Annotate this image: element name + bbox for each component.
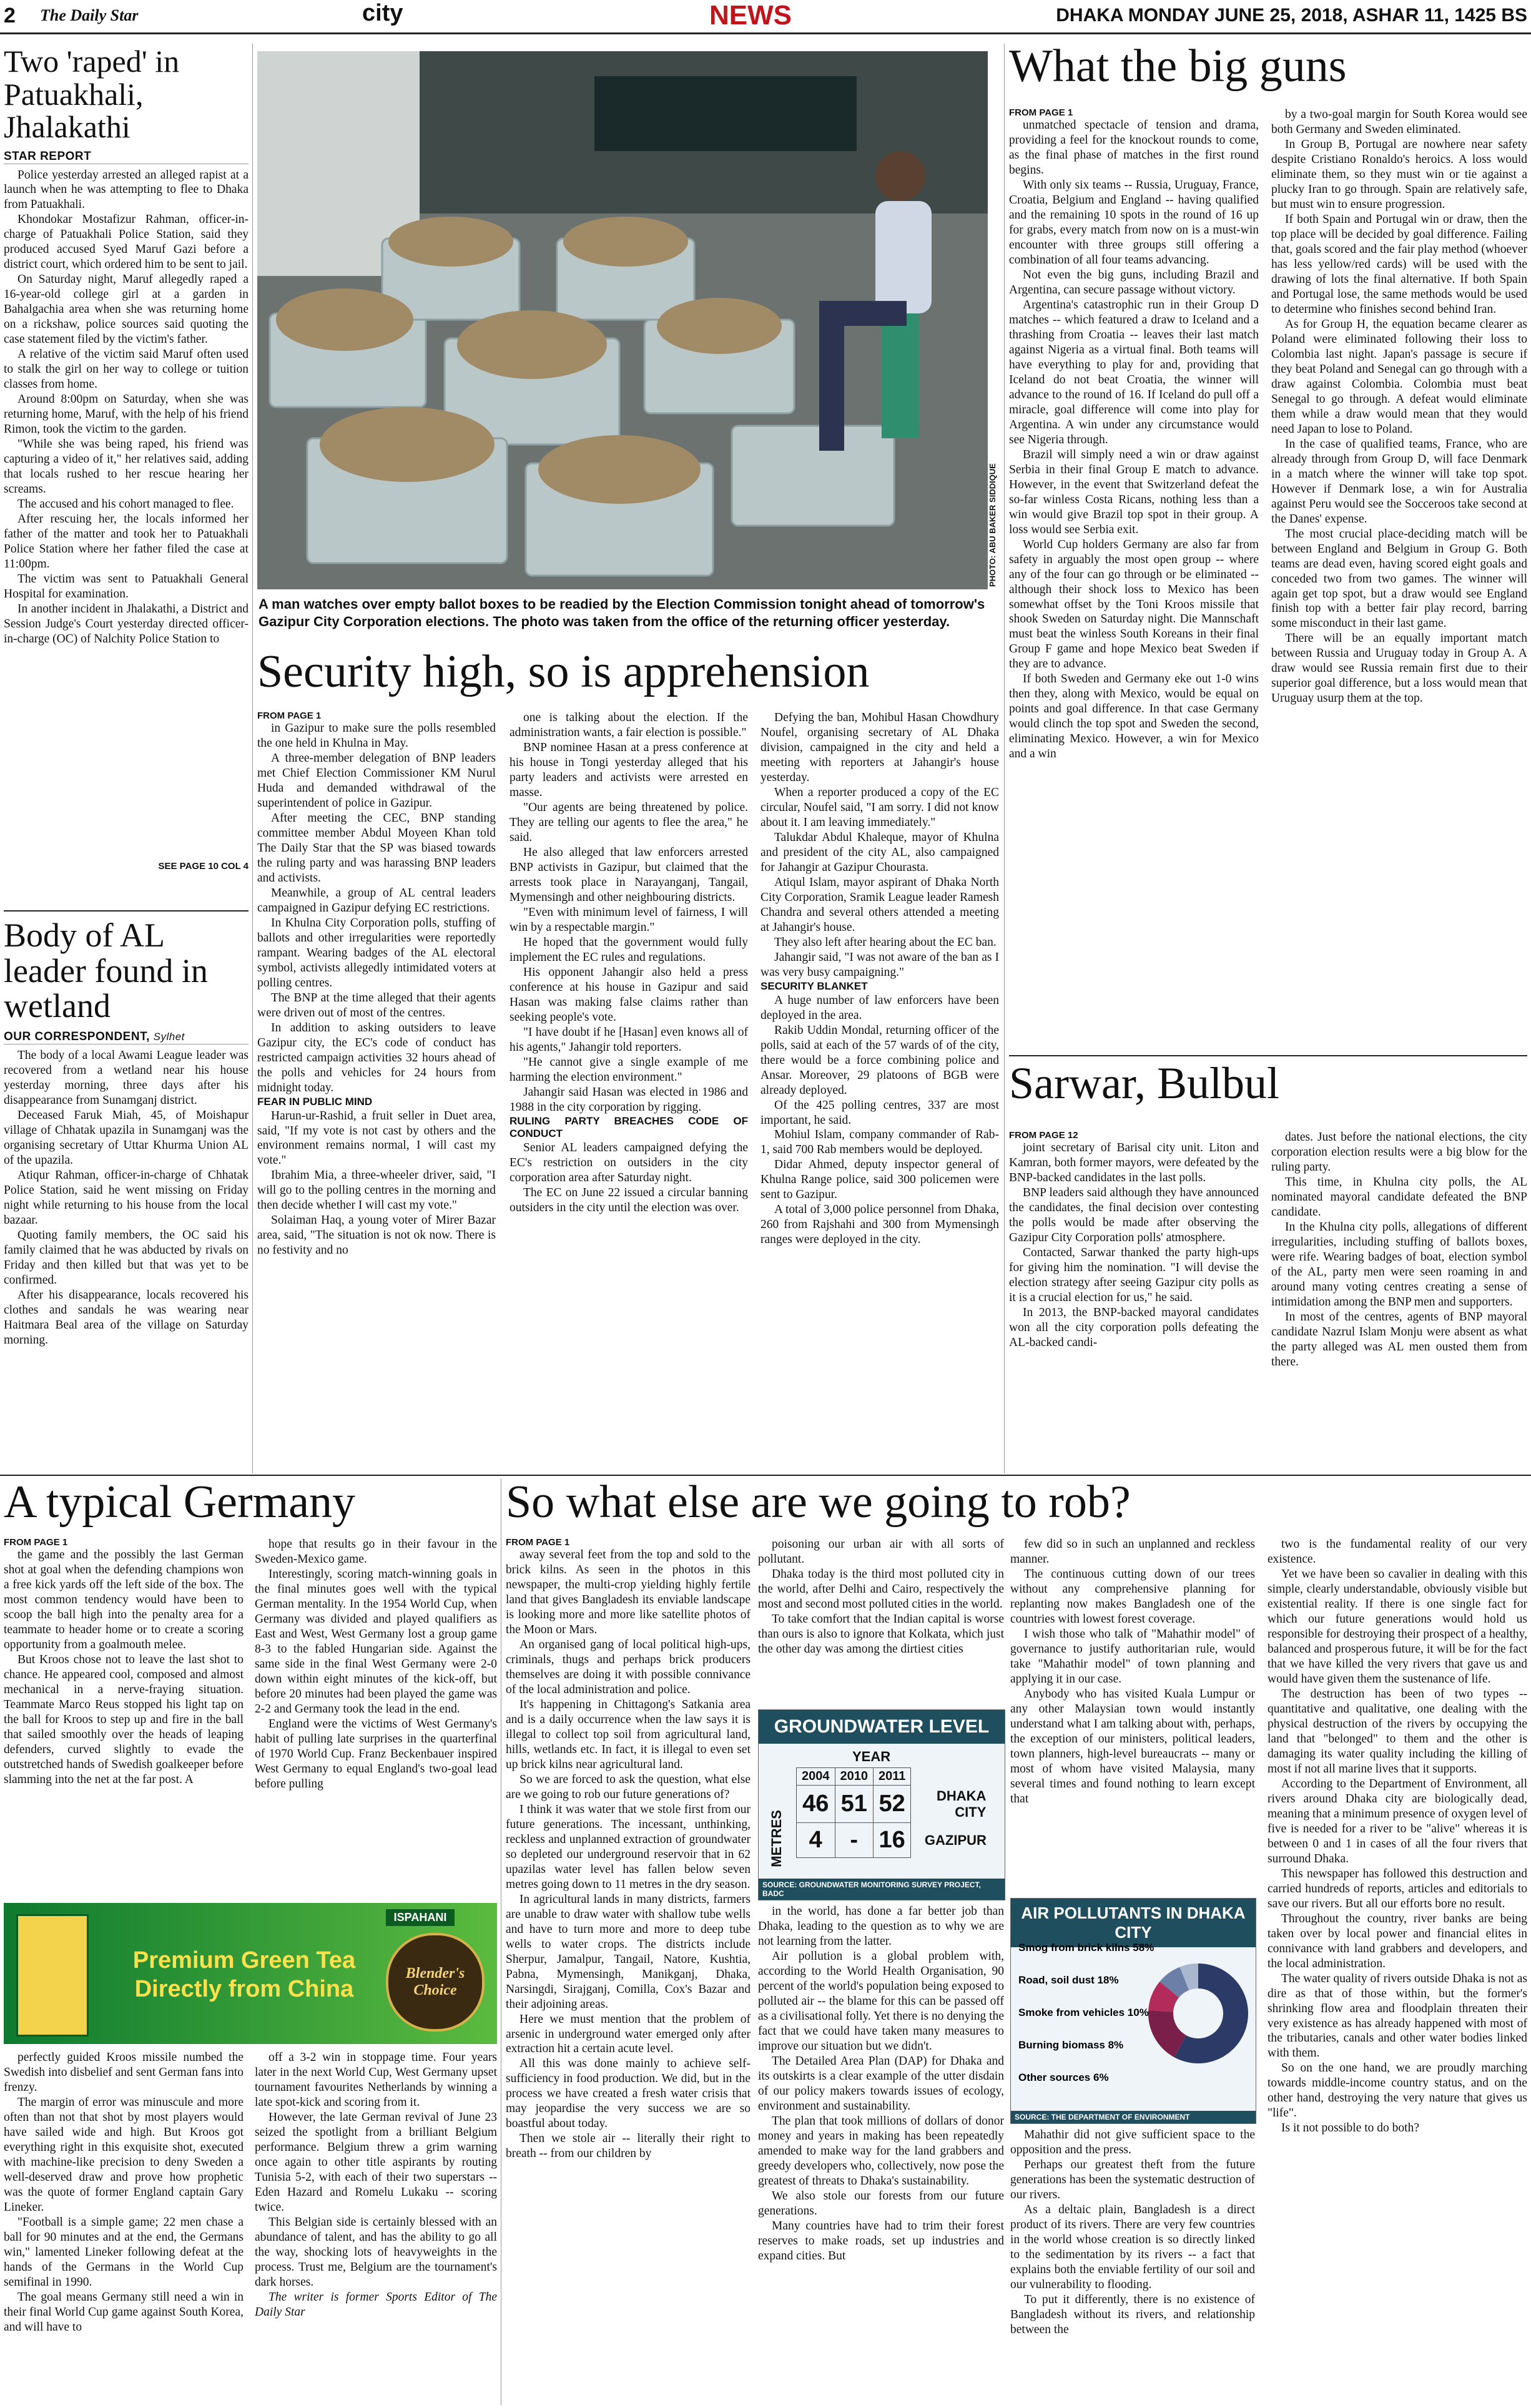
pie-label: Smoke from vehicles 10% — [1018, 2007, 1149, 2018]
paragraph: It's happening in Chittagong's Satkania area and is a daily occurrence when the law says it is illegal to collect top soil from agricultural land, hills, wetlands etc. In fact, it is illegal to even set up brick kilns near agricultural land. — [506, 1698, 751, 1771]
paragraph: The accused and his cohort managed to flee. — [17, 498, 234, 511]
paragraph: I think it was water that we stole first from our future generations. The incessant, unthinking, reckless and unplanned extraction of groundwater so depleted our underground reservoir that in 62 upazilas water level has fallen below seven metres going down to 11 metres in the dry season. — [506, 1802, 751, 1891]
headline: Security high, so is apprehension — [257, 646, 870, 697]
paragraph: Is it not possible to do both? — [1281, 2121, 1419, 2135]
story-security — [257, 648, 1000, 697]
jump-label: FROM PAGE 1 — [4, 1537, 68, 1548]
story-security-col2 — [510, 710, 748, 1463]
story-sarwar — [1009, 1055, 1527, 1108]
paragraph: There will be an equally important match between Russia and Uruguay today in Group A. A draw would see Russia remain first due to their superior goal difference, but a loss would mean that Uruguay usurp them at the top. — [1271, 632, 1527, 705]
paragraph: Not even the big guns, including Brazil and Argentina, can secure passage without victory. — [1009, 268, 1259, 297]
paragraph: The margin of error was minuscule and more often than not that shot by most players would have sailed wide and high. But Kroos got everything right in this exquisite shot, executed with machine-like precision to deny Sweden a well-deserved draw and prove how prophetic was the quote of former England captain Gary Lineker. — [4, 2095, 244, 2214]
paragraph: the game and the possibly the last German shot at goal when the defending champions won a free kick yards off the left side of the box. The most common tendency would have been to scoop the ball high into the penalty area for a teammate to header home or to create a scoring opportunity from a goalmouth melee. — [4, 1548, 244, 1651]
jump-label: FROM PAGE 12 — [1009, 1130, 1078, 1141]
story-big-guns-col2 — [1271, 107, 1527, 1043]
story-sarwar-col2 — [1271, 1130, 1527, 1472]
table-cell: 46 — [797, 1786, 835, 1823]
paragraph: World Cup holders Germany are also far from safety in arguably the most open group -- where any of the four can go through or be eliminated -- although their shock loss to Mexico has been somewhat offset by the Toni Kroos missile that shook Sweden on Saturday night. Die Mannschaft must beat the winless South Koreans in their final Group F game and hope Mexico beat Sweden if they are to advance. — [1009, 538, 1259, 671]
paragraph: To take comfort that the Indian capital is worse than ours is also to ignore that Kolkata, which just the other day was among the dirtiest cities — [758, 1612, 1004, 1656]
section-name: city — [362, 0, 403, 26]
paragraph: The destruction has been of two types -- quantitative and qualitative, one dealing with the physical destruction of the rivers by occupying the land that "belonged" to them and the other is damaging its water quality including the killing of most if not all marine lives that it supports. — [1268, 1687, 1527, 1776]
paragraph: Ibrahim Mia, a three-wheeler driver, said, "I will go to the polling centres in the morning and then decide whether I will cast my vote." — [257, 1169, 496, 1212]
paragraph: The plan that took millions of dollars of donor money and years in making has been repeatedly amended to make way for the land grabbers and greedy developers who, collectively, now pose the greatest of threats to Dhaka's sustainability. — [758, 2114, 1004, 2188]
paragraph: Perhaps our greatest theft from the future generations has been the systematic destruction of our rivers. — [1010, 2158, 1255, 2201]
blenders-choice-seal: Blender's Choice — [386, 1933, 485, 2032]
story-big-guns — [1009, 42, 1527, 91]
article-body — [255, 1537, 497, 1897]
article-body — [510, 710, 748, 1463]
paragraph: Many countries have had to trim their forest reserves to make roads, set up industries and expand cities. But — [758, 2219, 1004, 2263]
paragraph: in Gazipur to make sure the polls resembled the one held in Khulna in May. — [257, 722, 496, 750]
jump-label: FROM PAGE 1 — [1009, 107, 1073, 118]
paragraph: They also left after hearing about the EC ban. — [774, 935, 997, 949]
paragraph: The goal means Germany still need a win in their final World Cup game against South Korea, and will have to — [4, 2290, 244, 2334]
paragraph: In 2013, the BNP-backed mayoral candidates won all the city corporation polls defeating the AL-backed candi- — [1009, 1305, 1259, 1349]
paragraph: With only six teams -- Russia, Uruguay, France, Croatia, Belgium and England -- having qualified and the remaining 10 spots in the round of 16 up for grabs, every match from now on is a must-win encounter with three groups still offering a combination of all four teams advancing. — [1009, 178, 1259, 267]
paragraph: The writer is former Sports Editor of The Daily Star — [255, 2290, 497, 2319]
row-label: DHAKA CITY — [936, 1787, 987, 1820]
headline: What the big guns — [1009, 41, 1347, 92]
paragraph: Brazil will simply need a win or draw against Serbia in their final Group E match to advance. However, in the event that Switzerland defeat the so-far winless Costa Ricans, nothing less than a win would give Brazil top spot in their group. A loss would see Serbia exit. — [1009, 448, 1259, 536]
paragraph: In most of the centres, agents of BNP mayoral candidate Nazrul Islam Monju were absent as what the party alleged was AL men ousted them from there. — [1271, 1310, 1527, 1369]
paragraph: "Football is a simple game; 22 men chase a ball for 90 minutes and at the end, the Germans win," lamented Lineker following defeat at the hands of the Germans in the World Cup semifinal in 1990. — [4, 2215, 244, 2289]
story-patuakhali — [4, 45, 249, 872]
story-rob-col1 — [506, 1537, 751, 2402]
paragraph: We also stole our forests from our future generations. — [758, 2189, 1004, 2218]
paragraph: Yet we have been so cavalier in dealing with this simple, clearly understandable, obviously visible but existential reality. If there is one single fact for which our future generations would hold us responsible for destroying their prospect of a healthy, balanced and prosperous future, it will be for the fact that we have killed the very rivers that gave us and would have given them the sustenance of life. — [1268, 1567, 1527, 1686]
jump-label: FROM PAGE 1 — [257, 710, 322, 721]
headline: Body of AL leader found in wetland — [4, 917, 208, 1025]
paragraph: Atiqul Islam, mayor aspirant of Dhaka North City Corporation, Sramik League leader Ramesh Chandra and several others attended a meeting at Jahangir's house. — [761, 875, 999, 934]
paragraph: This newspaper has followed this destruction and carried hundreds of reports, articles and editorials to save our rivers. But all our efforts bore no result. — [1268, 1867, 1527, 1910]
paragraph: The most crucial place-deciding match will be between England and Belgium in Group G. Both teams are dead even, having scored eight goals and conceded two from two games. The winner will again get top spot, but a draw would see England finish top with a better fair play record, barring some misconduct in their last game. — [1271, 527, 1527, 631]
paragraph: away several feet from the top and sold to the brick kilns. As seen in the photos in this newspaper, the multi-crop yielding highly fertile land that gives Bangladesh its enviable landscape is looking more and more like satellite photos of the Moon or Mars. — [506, 1548, 751, 1636]
paragraph: The EC on June 22 issued a circular banning outsiders in the city until the election was over. — [510, 1186, 748, 1215]
paragraph: Quoting family members, the OC said his family claimed that he was abducted by rivals on Friday and then killed but that was yet to be confirmed. — [4, 1228, 249, 1287]
paragraph: Didar Ahmed, deputy inspector general of Khulna Range police, said 300 policemen were sent to Gazipur. — [761, 1158, 999, 1202]
paragraph: Then we stole air -- literally their right to breath -- from our children by — [506, 2132, 751, 2161]
story-germany-col4 — [255, 2050, 497, 2404]
story-sylhet — [4, 910, 249, 1449]
paragraph: Senior AL leaders campaigned defying the EC's restriction on outsiders in the city corporation area after Saturday night. — [510, 1141, 748, 1185]
paragraph: BNP nominee Hasan at a press conference at his house in Tongi yesterday alleged that his party leaders and activists were arrested en masse. — [510, 740, 748, 799]
article-body — [1009, 118, 1259, 1041]
paragraph: In Group B, Portugal are nowhere near safety despite Cristiano Ronaldo's heroics. A loss would eliminate them, so they must win or tie against a plucky Iran to go through. Spain are relatively safe, but must win to ensure progression. — [1271, 137, 1527, 211]
paragraph: Around 8:00pm on Saturday, when she was returning home, Maruf, with the help of his friend Rimon, took the victim to the garden. — [4, 393, 249, 436]
article-body — [4, 1548, 244, 1895]
photo-image — [257, 51, 988, 589]
headline: A typical Germany — [4, 1477, 356, 1528]
masthead-logo: The Daily Star — [40, 6, 139, 24]
groundwater-grid — [796, 1767, 993, 1858]
story-germany-col1 — [4, 1537, 244, 1895]
paragraph: Throughout the country, river banks are being taken over by local power and financial elites in connivance with land grabbers and developers, and the local administration. — [1268, 1912, 1527, 1970]
story-germany — [4, 1478, 497, 1527]
paragraph: Air pollution is a global problem with, according to the World Health Organisation, 90 percent of the world's population being exposed to polluted air -- the blame for this can be passed off as a civilisational folly. Yet there is no denying the fact that we could have taken many measures to improve our situation but we didn't. — [758, 1949, 1004, 2053]
table-title: GROUNDWATER LEVEL — [759, 1710, 1005, 1744]
story-rob — [506, 1478, 1530, 1527]
paragraph: A total of 3,000 police personnel from Dhaka, 260 from Rajshahi and 300 from Mymensingh ranges were deployed in the city. — [761, 1203, 999, 1247]
story-big-guns-col1 — [1009, 107, 1259, 1041]
table-cell: 51 — [835, 1786, 874, 1823]
ad-brand: ISPAHANI — [386, 1909, 455, 1926]
article-body — [1010, 1537, 1255, 1893]
paragraph: Solaiman Haq, a young voter of Mirer Bazar area, said, "The situation is not ok now. There is no festivity and no — [257, 1214, 496, 1257]
paragraph: Deceased Faruk Miah, 45, of Moishapur village of Chhatak upazila in Sunamganj was the organising secretary of Uttar Khurma Union AL of the upazila. — [4, 1109, 249, 1167]
paragraph: The Detailed Area Plan (DAP) for Dhaka and its outskirts is a clear example of the utter disdain of our policy makers towards issues of ecology, environment and sustainability. — [758, 2054, 1004, 2113]
article-body — [761, 710, 999, 1463]
paragraph: The body of a local Awami League leader was recovered from a wetland near his house yesterday morning, three days after his disappearance from Sunamganj district. — [4, 1049, 249, 1108]
paragraph: He also alleged that law enforcers arrested BNP activists in Gazipur, but claimed that the arrests took place in Narayanganj, Tangail, Mymensingh and other neighbouring districts. — [510, 845, 748, 904]
paragraph: joint secretary of Barisal city unit. Liton and Kamran, both former mayors, were defeated by the BNP-backed candidates in the last polls. — [1009, 1141, 1259, 1184]
photo-credit: PHOTO: ABU BAKER SIDDIQUE — [988, 463, 997, 587]
photo-caption: A man watches over empty ballot boxes to be readied by the Election Commission tonight ahead of tomorrow's Gazipur City Corporation elections. The photo was taken from the office of the returning officer yesterday. — [258, 596, 985, 629]
paragraph: The BNP at the time alleged that their agents were driven out of most of the centres. — [257, 991, 496, 1020]
paragraph: The victim was sent to Patuakhali General Hospital for examination. — [4, 573, 249, 601]
paragraph: To put it differently, there is no existence of Bangladesh without its rivers, and relationship between the — [1010, 2293, 1255, 2336]
paragraph: So we are forced to ask the question, what else are we going to rob our future generations of? — [506, 1772, 751, 1801]
ispahani-tea-ad[interactable] — [4, 1903, 497, 2044]
paragraph: An organised gang of local political high-ups, criminals, thugs and perhaps brick producers themselves are doing it with possible connivance of the local administration and police. — [506, 1638, 751, 1696]
paragraph: Mohiul Islam, company commander of Rab-1, said 700 Rab members would be deployed. — [761, 1128, 999, 1157]
paragraph: According to the Department of Environment, all rivers around Dhaka city are biologically dead, meaning that a minimum presence of oxygen level of five is needed for a river to be "alive" whereas it is between 0 and 1 in cases of all the four rivers that surround Dhaka. — [1268, 1777, 1527, 1865]
paragraph: If both Sweden and Germany eke out 1-0 wins then they, along with Mexico, would be equal on points and goal difference. In that case Germany would clinch the top spot and Sweden the second, eliminating Mexico. However, a win for Mexico and a win — [1009, 672, 1259, 761]
year-header: 2004 — [797, 1768, 835, 1786]
pie-label: Burning biomass 8% — [1018, 2039, 1124, 2051]
paragraph: Khondokar Mostafizur Rahman, officer-in-charge of Patuakhali Police Station, said they produced accused Syed Maruf Gazi before a district court, which ordered him to be sent to jail. — [4, 213, 249, 272]
paragraph: off a 3-2 win in stoppage time. Four years later in the next World Cup, West Germany upset tournament favourites Netherlands by winning a late spot-kick and scoring from it. — [255, 2051, 497, 2109]
paragraph: After his disappearance, locals recovered his clothes and sandals he was wearing near Haitmara Beal area of the village on Saturday morning. — [4, 1288, 249, 1347]
paragraph: unmatched spectacle of tension and drama, providing a feel for the knockout rounds to come, as the final phase of matches in the first round begins. — [1009, 119, 1259, 177]
article-body — [257, 721, 496, 1462]
paragraph: In the Khulna city polls, allegations of different irregularities, including stuffing of ballots boxes, were rife. Wearing badges of boat, election symbol of the AL, party men were seen roaming in and around many voting centres creating a sense of intimidation among the BNP men and supporters. — [1271, 1220, 1527, 1309]
section-label: NEWS — [709, 0, 792, 31]
paragraph: Here we must mention that the problem of arsenic in underground water emerged only after extraction hit a certain acute level. — [506, 2012, 751, 2056]
paragraph: When a reporter produced a copy of the EC circular, Noufel said, "I am sorry. I did not know about it. I am leaving immediately." — [761, 785, 999, 829]
story-rob-col4 — [1268, 1537, 1527, 2404]
ad-line1: Premium Green Tea — [132, 1947, 356, 1973]
paragraph: hope that results go in their favour in the Sweden-Mexico game. — [255, 1538, 497, 1566]
paragraph: After rescuing her, the locals informed her father of the matter and took her to Patuakhali Police Station where her father filed the case at 11:00pm. — [4, 513, 249, 571]
paragraph: "He cannot give a single example of me harming the election environment." — [510, 1055, 748, 1084]
paragraph: "Even with minimum level of fairness, I will win by a respectable margin." — [510, 905, 748, 934]
paragraph: But Kroos chose not to leave the last shot to chance. He appeared cool, composed and almost mechanical in a nerve-fraying situation. Teammate Marco Reus stopped his light tap on the ball for Kroos to step up and fire in the ball that sailed smoothly over the heads of leaping defenders, curved slightly to evade the outstretched hands of Swedish goalkeeper before slamming into the net at the far post. A — [4, 1653, 244, 1786]
paragraph: Argentina's catastrophic run in their Group D matches -- which featured a draw to Iceland and a thrashing from Croatia -- leaves their last match against Nigeria as a virtual final. Both teams will have everything to play for and, providing that Iceland do not beat Croatia, the winner will advance to the round of 16. If Iceland do pull off a miracle, goal difference will come into play for Argentina. A win under any circumstance would see Nigeria through. — [1009, 298, 1259, 446]
ad-text — [97, 1947, 391, 2003]
article-body — [758, 1904, 1004, 2404]
paragraph: Atiqur Rahman, officer-in-charge of Chhatak Police Station, said he went missing on Friday night while returning to his house from the local bazaar. — [4, 1168, 249, 1227]
subhead: RULING PARTY BREACHES CODE OF CONDUCT — [510, 1114, 748, 1140]
story-sarwar-col1 — [1009, 1130, 1259, 1470]
ballot-boxes-photo — [257, 51, 988, 589]
paragraph: dates. Just before the national elections, the city corporation election results were a big blow for the ruling party. — [1271, 1131, 1527, 1174]
story-rob-col2b — [758, 1904, 1004, 2404]
paragraph: So on the one hand, we are proudly marching towards middle-income country status, and on the other hand, destroying the very nature that gives us "life". — [1268, 2062, 1527, 2120]
article-body — [1271, 107, 1527, 1043]
paragraph: Talukdar Abdul Khaleque, mayor of Khulna and president of the city AL, also campaigned for Jahangir at Gazipur Chourasta. — [761, 830, 999, 874]
story-rob-col3a — [1010, 1537, 1255, 1893]
paragraph: Rakib Uddin Mondal, returning officer of the polls, said at each of the 57 wards of of the city, there would be a force combining police and Ansar. Moreover, 29 platoons of BGB were already deployed. — [761, 1023, 999, 1097]
paragraph: Police yesterday arrested an alleged rapist at a launch when he was attempting to flee to Dhaka from Patuakhali. — [4, 168, 249, 212]
paragraph: In the case of qualified teams, France, who are already through from Group D, will face Denmark in a match where the winner will take top spot. However if Denmark lose, a win for Australia against Peru would see the Socceroos take second at the Danes' expense. — [1271, 437, 1527, 526]
jump-label: FROM PAGE 1 — [506, 1537, 570, 1548]
page-number: 2 — [4, 4, 16, 27]
chart-title: AIR POLLUTANTS IN DHAKA CITY — [1011, 1899, 1256, 1947]
chart-source: SOURCE: THE DEPARTMENT OF ENVIRONMENT — [1011, 2111, 1256, 2123]
paragraph: As for Group H, the equation became clearer as Poland were eliminated following their loss to Colombia last night. Japan's passage is secure if they beat Poland and Senegal can go through with a draw against Colombia. Colombia must beat Senegal to go through. A defeat would eliminate them while a draw would mean that they would need Japan to lose to Poland. — [1271, 317, 1527, 436]
paragraph: poisoning our urban air with all sorts of pollutant. — [758, 1538, 1004, 1566]
pie-label: Road, soil dust 18% — [1018, 1974, 1119, 1986]
paragraph: one is talking about the election. If the administration wants, a fair election is possible." — [510, 711, 748, 739]
metres-label: METRES — [769, 1810, 784, 1867]
byline — [4, 1030, 249, 1044]
article-body — [758, 1537, 1004, 1704]
page-header — [0, 0, 1531, 34]
pie-chart — [1011, 1926, 1256, 2107]
paragraph: All this was done mainly to achieve self-sufficiency in food production. We did, but in the process we have created a fresh water crisis that may jeopardise the very success we are so boastful about today. — [506, 2057, 751, 2131]
paragraph: perfectly guided Kroos missile numbed the Swedish into disbelief and sent German fans into frenzy. — [4, 2051, 244, 2094]
table-cell: 52 — [874, 1786, 911, 1823]
paragraph: by a two-goal margin for South Korea would see both Germany and Sweden eliminated. — [1271, 108, 1527, 136]
article-body — [4, 168, 249, 861]
story-rob-col2a — [758, 1537, 1004, 1704]
table-cell: 4 — [797, 1823, 835, 1858]
year-label: YEAR — [852, 1749, 891, 1764]
ad-line2: Directly from China — [134, 1975, 354, 2002]
paragraph: Anybody who has visited Kuala Lumpur or any other Malaysian town would instantly understand what I am talking about with, perhaps, the exception of our ministers, political leaders, town planners, high-level bureaucrats -- many or most of whom have visited Malaysia, many several times and found nothing to learn except that — [1010, 1687, 1255, 1806]
paragraph: Jahangir said, "I was not aware of the ban as I was very busy campaigning." — [761, 950, 999, 979]
paragraph: On Saturday night, Maruf allegedly raped a 16-year-old college girl at a garden in Bahalgachia area when she was returning home on a rickshaw, police sources said quoting the case statement filed by the victim's father. — [4, 273, 249, 346]
story-security-col3 — [761, 710, 999, 1463]
paragraph: However, the late German revival of June 23 seized the spotlight from a brilliant Belgium performance. Belgium threw a grim warning once again to other title aspirants by routing Tunisia 5-2, with each of their two superstars -- Eden Hazard and Romelu Lukaku -- scoring twice. — [255, 2110, 497, 2214]
paragraph: Defying the ban, Mohibul Hasan Chowdhury Noufel, organising secretary of AL Dhaka division, campaigned in the city and held a meeting with reporters at Jahangir's house yesterday. — [761, 711, 999, 784]
subhead: FEAR IN PUBLIC MIND — [257, 1095, 373, 1108]
paragraph: Contacted, Sarwar thanked the party high-ups for giving him the nomination. "I will devise the election strategy after seeing Gazipur city polls as it is a crucial election for us," he said. — [1009, 1246, 1259, 1304]
tea-box-image — [16, 1914, 89, 2037]
paragraph: The water quality of rivers outside Dhaka is not as dire as that of those within, but the former's shrinking flow area and floodplain threaten their very existence as has already happened with most of the tributaries, canals and other water bodies linked with them. — [1268, 1972, 1527, 2060]
air-pollutants-chart — [1010, 1898, 1256, 2124]
article-body — [1271, 1130, 1527, 1472]
year-header: 2011 — [874, 1768, 911, 1786]
continued-note: SEE PAGE 10 COL 4 — [158, 860, 249, 872]
paragraph: This Belgian side is certainly blessed with an abundance of talent, and has the ability to go all the way, shocking lots of heavyweights in the process. Trust me, Belgium are the tournament's dark horses. — [255, 2215, 497, 2289]
article-body — [4, 1048, 249, 1449]
byline: STAR REPORT — [4, 150, 249, 164]
paragraph: in the world, has done a far better job than Dhaka, leading to the question as to why we are not learning from the latter. — [758, 1905, 1004, 1948]
pie-label: Other sources 6% — [1018, 2071, 1109, 2083]
paragraph: few did so in such an unplanned and reckless manner. — [1010, 1538, 1255, 1566]
headline: Sarwar, Bulbul — [1009, 1058, 1280, 1108]
article-body — [1009, 1141, 1259, 1470]
paragraph: "I have doubt if he [Hasan] even knows all of his agents," Jahangir told reporters. — [510, 1025, 748, 1054]
paragraph: This time, in Khulna city polls, the AL nominated mayoral candidate defeated the BNP candidate. — [1271, 1175, 1527, 1219]
paragraph: two is the fundamental reality of our very existence. — [1268, 1538, 1527, 1566]
subhead: SECURITY BLANKET — [761, 980, 868, 992]
article-body — [4, 2050, 244, 2404]
story-germany-col2 — [255, 1537, 497, 1897]
paragraph: A huge number of law enforcers have been deployed in the area. — [761, 993, 999, 1022]
paragraph: In agricultural lands in many districts, farmers are unable to draw water with shallow tube wells and have to turn more and more to deep tube wells to water crops. The districts include Sherpur, Jamalpur, Tangail, Natore, Kushtia, Pabna, Mymensingh, Manikganj, Dhaka, Narsingdi, Sirajganj, Comilla, Cox's Bazar and their adjoining areas. — [506, 1892, 751, 2011]
byline-place: Sylhet — [153, 1031, 185, 1043]
paragraph: In another incident in Jhalakathi, a District and Session Judge's Court yesterday directed officer-in-charge (OC) of Nalchity Police Station to — [4, 602, 249, 646]
story-rob-col3b — [1010, 2128, 1255, 2404]
article-body — [506, 1548, 751, 2402]
paragraph: The continuous cutting down of our trees without any comprehensive planning for replanting now makes Bangladesh one of the countries with lowest forest coverage. — [1010, 1567, 1255, 1626]
headline: Two 'raped' in Patuakhali, Jhalakathi — [4, 44, 180, 144]
table-cell: 16 — [874, 1823, 911, 1858]
article-body — [1268, 1537, 1527, 2404]
paragraph: He hoped that the government would fully implement the EC rules and regulations. — [510, 935, 748, 964]
paragraph: In Khulna City Corporation polls, stuffing of ballots and other irregularities were reportedly rampant. Wearing badges of the AL electoral symbol, activists allegedly intimidated voters at polling centres. — [257, 916, 496, 990]
row-label: GAZIPUR — [924, 1832, 987, 1848]
article-body — [1010, 2128, 1255, 2404]
year-header: 2010 — [835, 1768, 874, 1786]
paragraph: As a deltaic plain, Bangladesh is a direct product of its rivers. There are very few countries in the world whose creation is so directly linked to the sedimentation by its rivers -- a fact that explains both the enviable fertility of our soil and our vulnerability to flooding. — [1010, 2203, 1255, 2291]
article-body — [255, 2050, 497, 2404]
story-security-col1 — [257, 710, 496, 1462]
table-source: SOURCE: GROUNDWATER MONITORING SURVEY PROJECT, BADC — [759, 1879, 1005, 1900]
paragraph: Interestingly, scoring match-winning goals in the final minutes goes well with the typical German mentality. In the 1954 World Cup, when Germany was divided and played qualifiers as East and West, West Germany lost a group game 8-3 to the fabled Hungarian side. Against the same side in the final West Germany were 2-0 down within eight minutes of the kick-off, but before 20 minutes had been played the game was 2-2 and Germany took the lead in the end. — [255, 1567, 497, 1716]
paragraph: Jahangir said Hasan was elected in 1986 and 1988 in the city corporation by rigging. — [510, 1085, 748, 1114]
paragraph: "While she was being raped, his friend was capturing a video of it," her relatives said, adding that locals rushed to her rescue hearing her screams. — [4, 438, 249, 496]
story-germany-col3 — [4, 2050, 244, 2404]
pie-label: Smog from brick kilns 58% — [1018, 1942, 1154, 1953]
paragraph: His opponent Jahangir also held a press conference at his house in Gazipur and said Hasan was making false claims rather than seeking people's vote. — [510, 965, 748, 1024]
paragraph: Mahathir did not give sufficient space to the opposition and the press. — [1010, 2128, 1255, 2156]
paragraph: Dhaka today is the third most polluted city in the world, after Delhi and Cairo, respectively the most and second most polluted cities in the world. — [758, 1567, 1004, 1611]
paragraph: Of the 425 polling centres, 337 are most important, he said. — [761, 1098, 999, 1127]
paragraph: In addition to asking outsiders to leave Gazipur city, the EC's code of conduct has restricted campaign activities 32 hours ahead of the polls and vehicles for 24 hours from midnight today. — [257, 1021, 496, 1094]
paragraph: BNP leaders said although they have announced the candidates, the final decision over contesting the polls would be made after observing the Gazipur City Corporation polls' atmosphere. — [1009, 1186, 1259, 1244]
byline-author: OUR CORRESPONDENT, — [4, 1030, 150, 1044]
paragraph: A three-member delegation of BNP leaders met Chief Election Commissioner KM Nurul Huda and demanded withdrawal of the superintendent of police in Gazipur. — [257, 751, 496, 810]
groundwater-table — [758, 1709, 1005, 1900]
paragraph: Meanwhile, a group of AL central leaders campaigned in Gazipur defying EC restrictions. — [257, 886, 496, 915]
paragraph: "Our agents are being threatened by police. They are telling our agents to flee the area," he said. — [510, 800, 748, 844]
paragraph: After meeting the CEC, BNP standing committee member Abdul Moyeen Khan told The Daily Star that the SP was biased towards the ruling party and was harassing BNP leaders and activists. — [257, 811, 496, 885]
paragraph: England were the victims of West Germany's habit of pulling late surprises in the quarterfinal of 1970 World Cup. Franz Beckenbauer inspired West Germany to equal England's two-goal lead before pulling — [255, 1717, 497, 1791]
table-cell: - — [835, 1823, 874, 1858]
paragraph: I wish those who talk of "Mahathir model" of governance to justify authoritarian rule, would take "Mahathir model" of town planning and applying it in our case. — [1010, 1627, 1255, 1686]
paragraph: Harun-ur-Rashid, a fruit seller in Duet area, said, "If my vote is not cast by others and the environment remains normal, I will cast my vote." — [257, 1109, 496, 1167]
paragraph: A relative of the victim said Maruf often used to stalk the girl on her way to college or tuition classes from home. — [4, 348, 249, 391]
paragraph: If both Spain and Portugal win or draw, then the top place will be decided by goal difference. Failing that, goals scored and the fair play method (whoever has less yellow/red cards) will be used with the drawing of lots the final alternative. If both Spain and Portugal lose, the same methods would be used to determine who finishes second behind Iran. — [1271, 212, 1527, 316]
dateline: DHAKA MONDAY JUNE 25, 2018, ASHAR 11, 1425 BS — [1056, 5, 1527, 26]
headline: So what else are we going to rob? — [506, 1477, 1131, 1528]
